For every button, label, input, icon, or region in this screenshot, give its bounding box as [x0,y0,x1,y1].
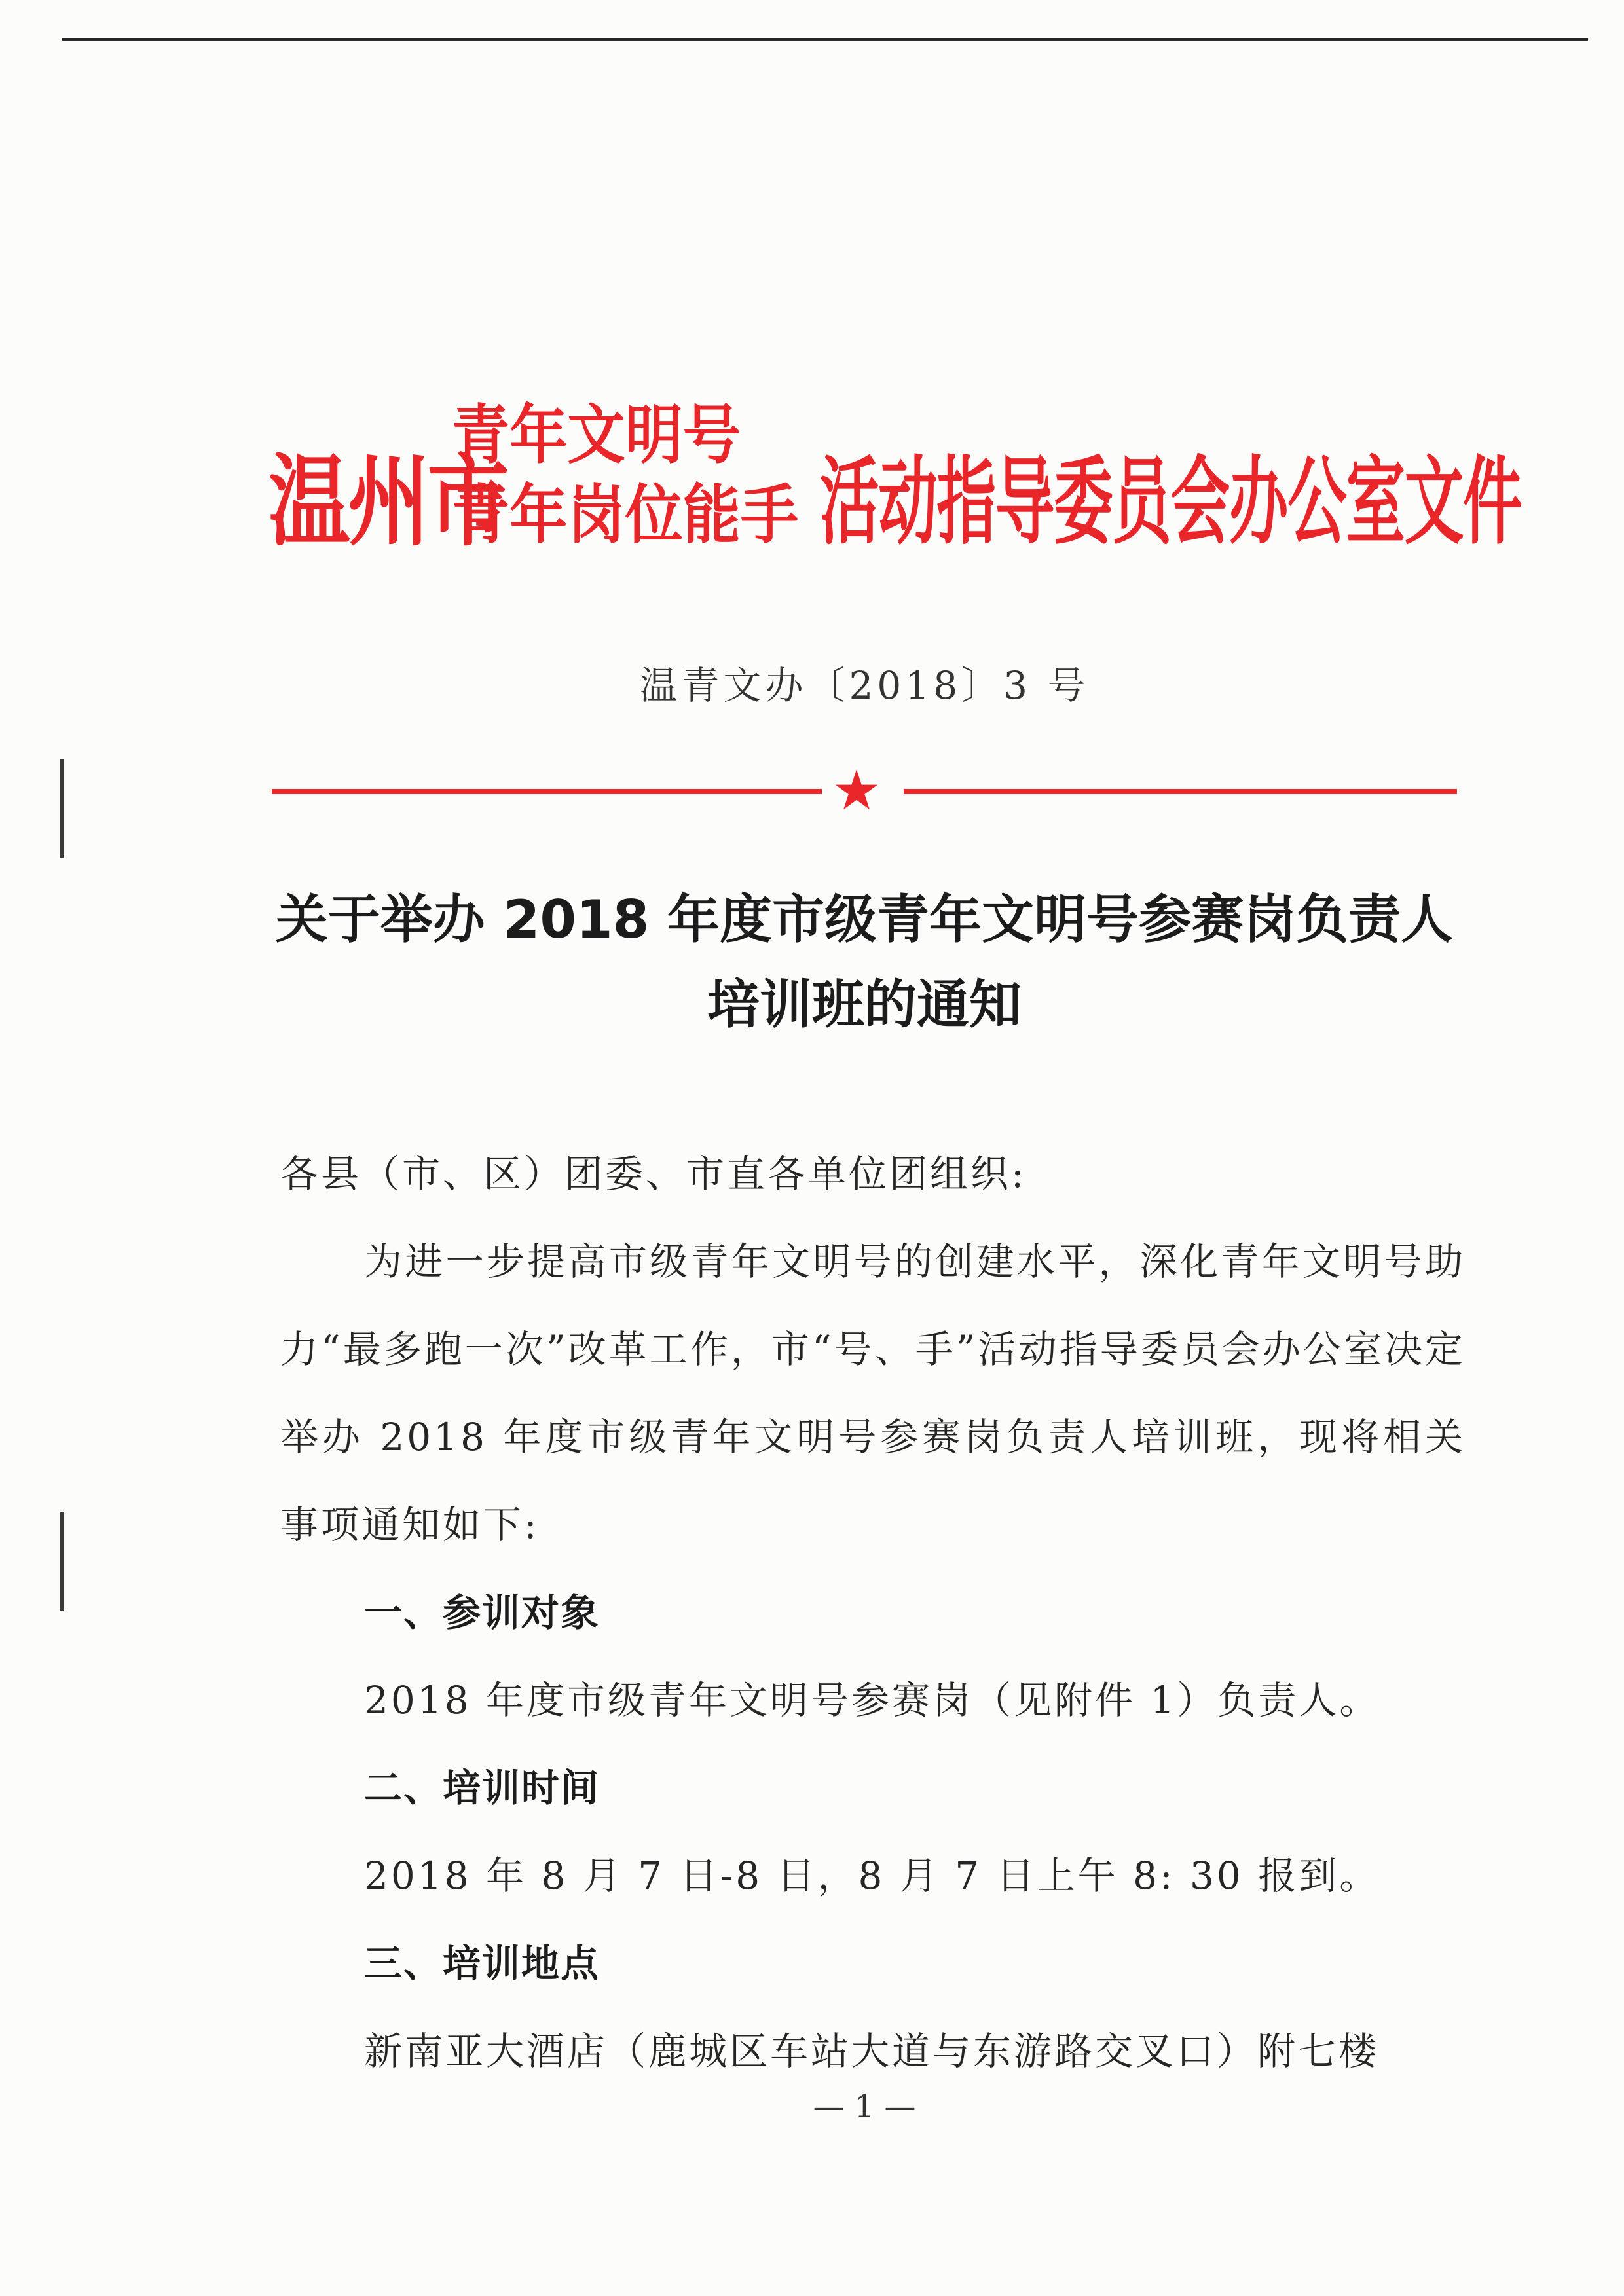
red-star-icon: ★ [832,758,881,822]
notice-body [280,1130,1466,2095]
section-text-time: 2018 年 8 月 7 日-8 日，8 月 7 日上午 8: 30 报到。 [364,1853,1380,1898]
header-issuer-line1: 青年文明号 [452,398,741,473]
header-office-file: 活动指导委员会办公室文件 [820,446,1522,558]
red-divider-left [272,789,822,794]
salutation: 各县（市、区）团委、市直各单位团组织: [280,1152,1027,1196]
header-city: 温州市 [268,444,507,560]
document-number: 温青文办〔2018〕3 号 [639,663,1090,708]
scan-binding-mark [60,1512,64,1611]
header-issuers [452,395,819,555]
document-header [268,388,1522,584]
red-divider-right [904,789,1457,794]
page-number: — 1 — [813,2088,916,2125]
notice-title-line2: 培训班的通知 [707,974,1022,1035]
notice-title [0,877,1624,1048]
section-heading-time: 二、培训时间 [364,1766,600,1810]
section-text-location: 新南亚大酒店（鹿城区车站大道与东游路交叉口）附七楼 [364,2029,1380,2073]
header-issuer-line2: 青年岗位能手 [452,478,799,553]
section-text-participants: 2018 年度市级青年文明号参赛岗（见附件 1）负责人。 [364,1678,1380,1722]
scan-top-edge [62,38,1588,41]
section-heading-participants: 一、参训对象 [364,1590,600,1635]
section-heading-location: 三、培训地点 [364,1941,600,1986]
scan-binding-mark [60,759,64,858]
intro-paragraph: 为进一步提高市级青年文明号的创建水平，深化青年文明号助力“最多跑一次”改革工作，市“号、手”活动指导委员会办公室决定举办 2018 年度市级青年文明号参赛岗负责人培训班，现将相关事项通知如下: [280,1239,1466,1547]
notice-title-line1: 关于举办 2018 年度市级青年文明号参赛岗负责人 [275,889,1454,950]
